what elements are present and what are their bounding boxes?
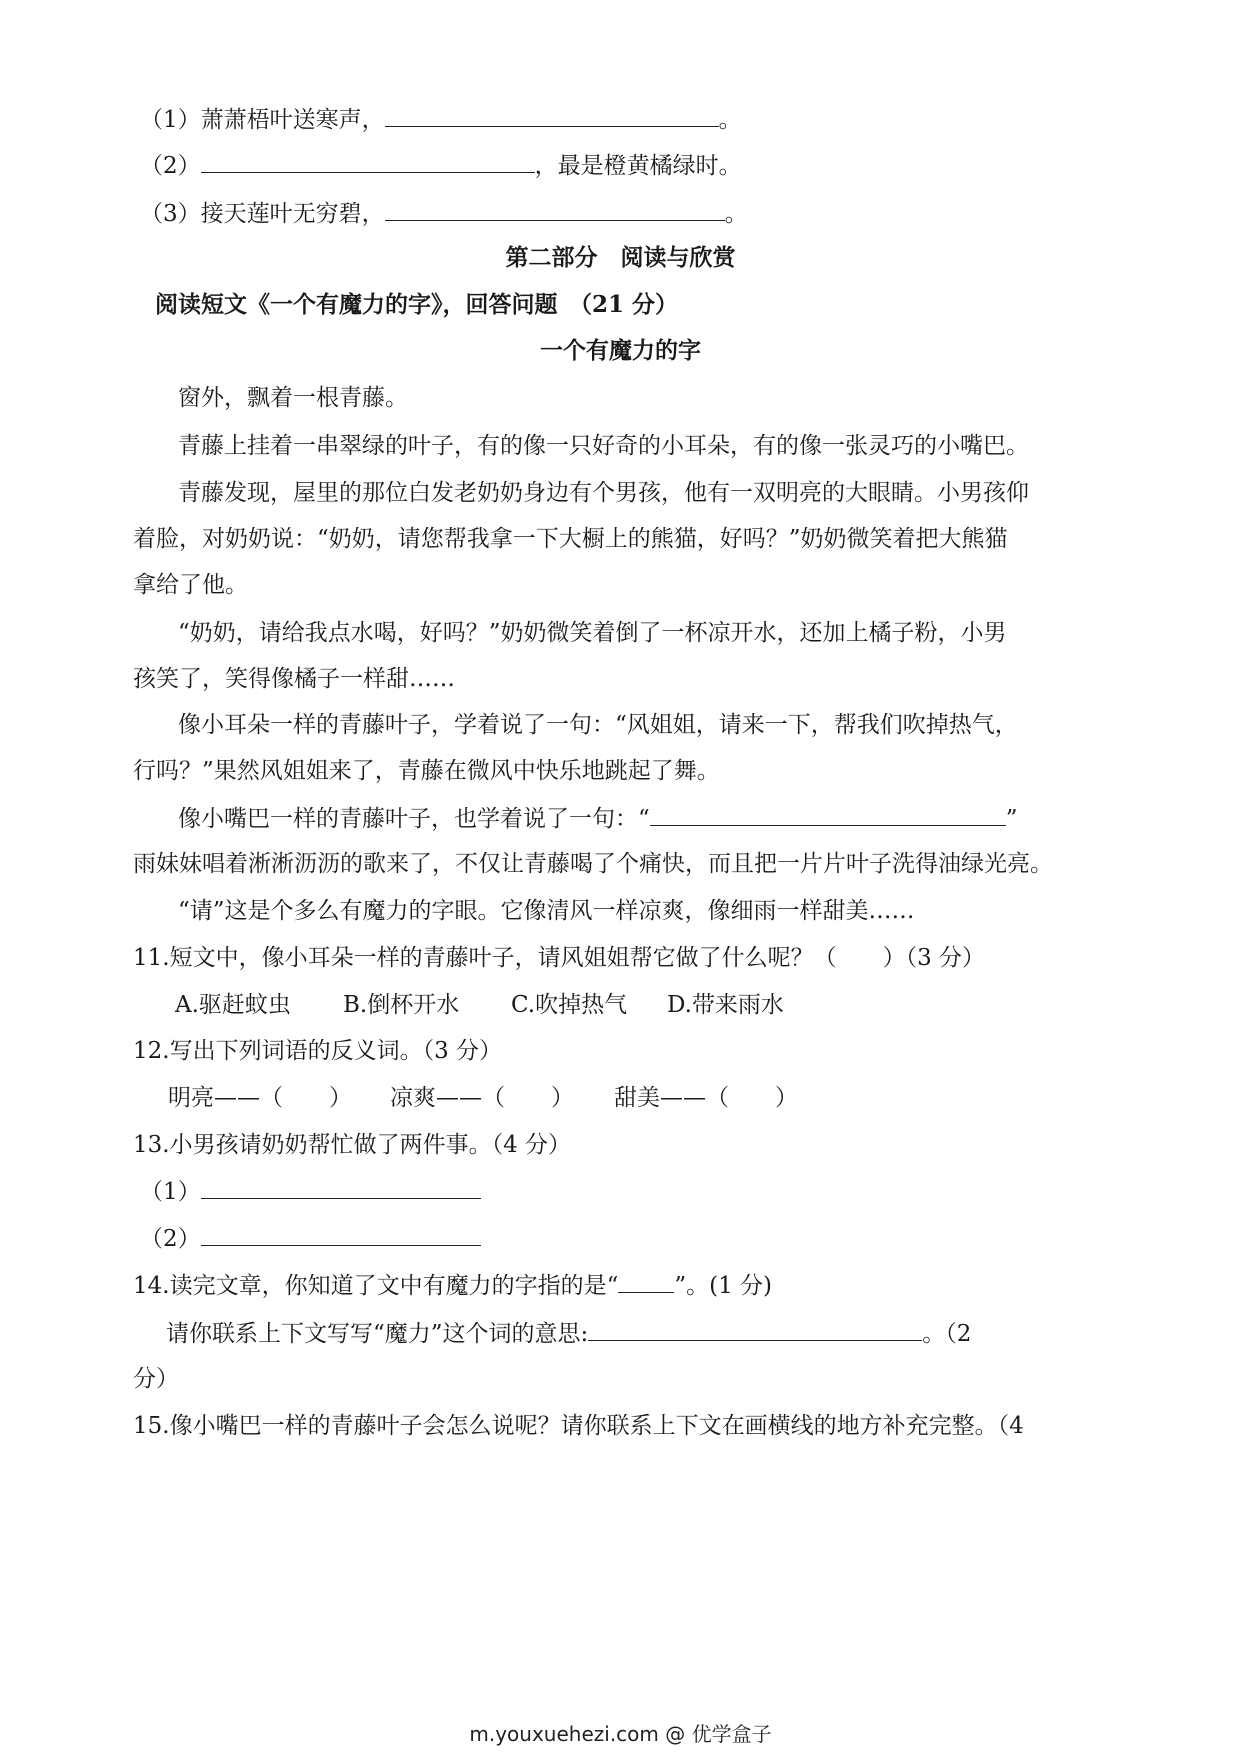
option-b[interactable]: B.倒杯开水: [343, 992, 460, 1018]
answer-blank[interactable]: [385, 104, 719, 127]
antonym-item[interactable]: 明亮——（ ）: [168, 1085, 352, 1111]
section-heading: 第二部分 阅读与欣赏: [505, 244, 736, 271]
question-12: 12.写出下列词语的反义词。（3 分）: [133, 1038, 503, 1064]
passage-paragraph: 青藤发现，屋里的那位白发老奶奶身边有个男孩，他有一双明亮的大眼睛。小男孩仰: [178, 480, 1029, 506]
question-11: 11.短文中，像小耳朵一样的青藤叶子，请风姐姐帮它做了什么呢？（ ）（3 分）: [133, 945, 986, 971]
question-15: 15.像小嘴巴一样的青藤叶子会怎么说呢？请你联系上下文在画横线的地方补充完整。（4: [133, 1413, 1024, 1439]
passage-paragraph-cont: 雨妹妹唱着淅淅沥沥的歌来了，不仅让青藤喝了个痛快，而且把一片片叶子洗得油绿光亮。: [133, 851, 1053, 877]
answer-blank[interactable]: [201, 150, 535, 173]
footer-watermark: m.youxuehezi.com @ 优学盒子: [469, 1722, 772, 1746]
reading-instruction: 阅读短文《一个有魔力的字》，回答问题 （21 分）: [155, 291, 679, 318]
question-13-answer-2: （2）: [140, 1223, 481, 1254]
passage-title: 一个有魔力的字: [540, 337, 701, 364]
question-13-answer-1: （1）: [140, 1176, 481, 1207]
answer-blank[interactable]: [588, 1318, 922, 1341]
passage-paragraph: 青藤上挂着一串翠绿的叶子，有的像一只好奇的小耳朵，有的像一张灵巧的小嘴巴。: [178, 433, 1029, 459]
fill-q1: （1）萧萧梧叶送寒声， 。: [140, 104, 742, 135]
antonym-item[interactable]: 甜美——（ ）: [614, 1085, 798, 1111]
option-a[interactable]: A.驱赶蚊虫: [175, 992, 291, 1018]
question-13: 13.小男孩请奶奶帮忙做了两件事。（4 分）: [133, 1132, 572, 1158]
question-14-sub-cont: 分）: [133, 1366, 179, 1392]
answer-blank[interactable]: [201, 1176, 481, 1199]
antonym-item[interactable]: 凉爽——（ ）: [390, 1085, 574, 1111]
question-14-sub: 请你联系上下文写写“魔力”这个词的意思: 。（2: [166, 1318, 971, 1349]
fill-q2: （2） ，最是橙黄橘绿时。: [140, 150, 742, 181]
question-14: 14.读完文章，你知道了文中有魔力的字指的是“ ”。(1 分): [133, 1270, 772, 1301]
question-12-items: [168, 1083, 798, 1113]
passage-paragraph-cont: 拿给了他。: [133, 572, 248, 598]
passage-paragraph-cont: 孩笑了，笑得像橘子一样甜……: [133, 666, 455, 692]
answer-blank[interactable]: [618, 1270, 674, 1293]
answer-blank[interactable]: [201, 1223, 481, 1246]
passage-paragraph-cont: 行吗？”果然风姐姐来了，青藤在微风中快乐地跳起了舞。: [133, 758, 720, 784]
passage-paragraph: “奶奶，请给我点水喝，好吗？”奶奶微笑着倒了一杯凉开水，还加上橘子粉，小男: [178, 620, 1007, 646]
passage-paragraph-cont: 着脸，对奶奶说：“奶奶，请您帮我拿一下大橱上的熊猫，好吗？”奶奶微笑着把大熊猫: [133, 526, 1008, 552]
passage-paragraph: 窗外，飘着一根青藤。: [178, 385, 408, 411]
option-d[interactable]: D.带来雨水: [667, 992, 784, 1018]
option-c[interactable]: C.吹掉热气: [511, 992, 628, 1018]
answer-blank[interactable]: [385, 198, 725, 221]
passage-paragraph: 像小嘴巴一样的青藤叶子，也学着说了一句：“ ”: [178, 803, 1018, 834]
passage-paragraph: “请”这是个多么有魔力的字眼。它像清风一样凉爽，像细雨一样甜美……: [178, 898, 915, 924]
fill-q3: （3）接天莲叶无穷碧， 。: [140, 198, 748, 229]
answer-blank[interactable]: [650, 803, 1006, 826]
question-11-options: [175, 990, 784, 1020]
passage-paragraph: 像小耳朵一样的青藤叶子，学着说了一句：“风姐姐，请来一下，帮我们吹掉热气，: [178, 712, 1018, 738]
